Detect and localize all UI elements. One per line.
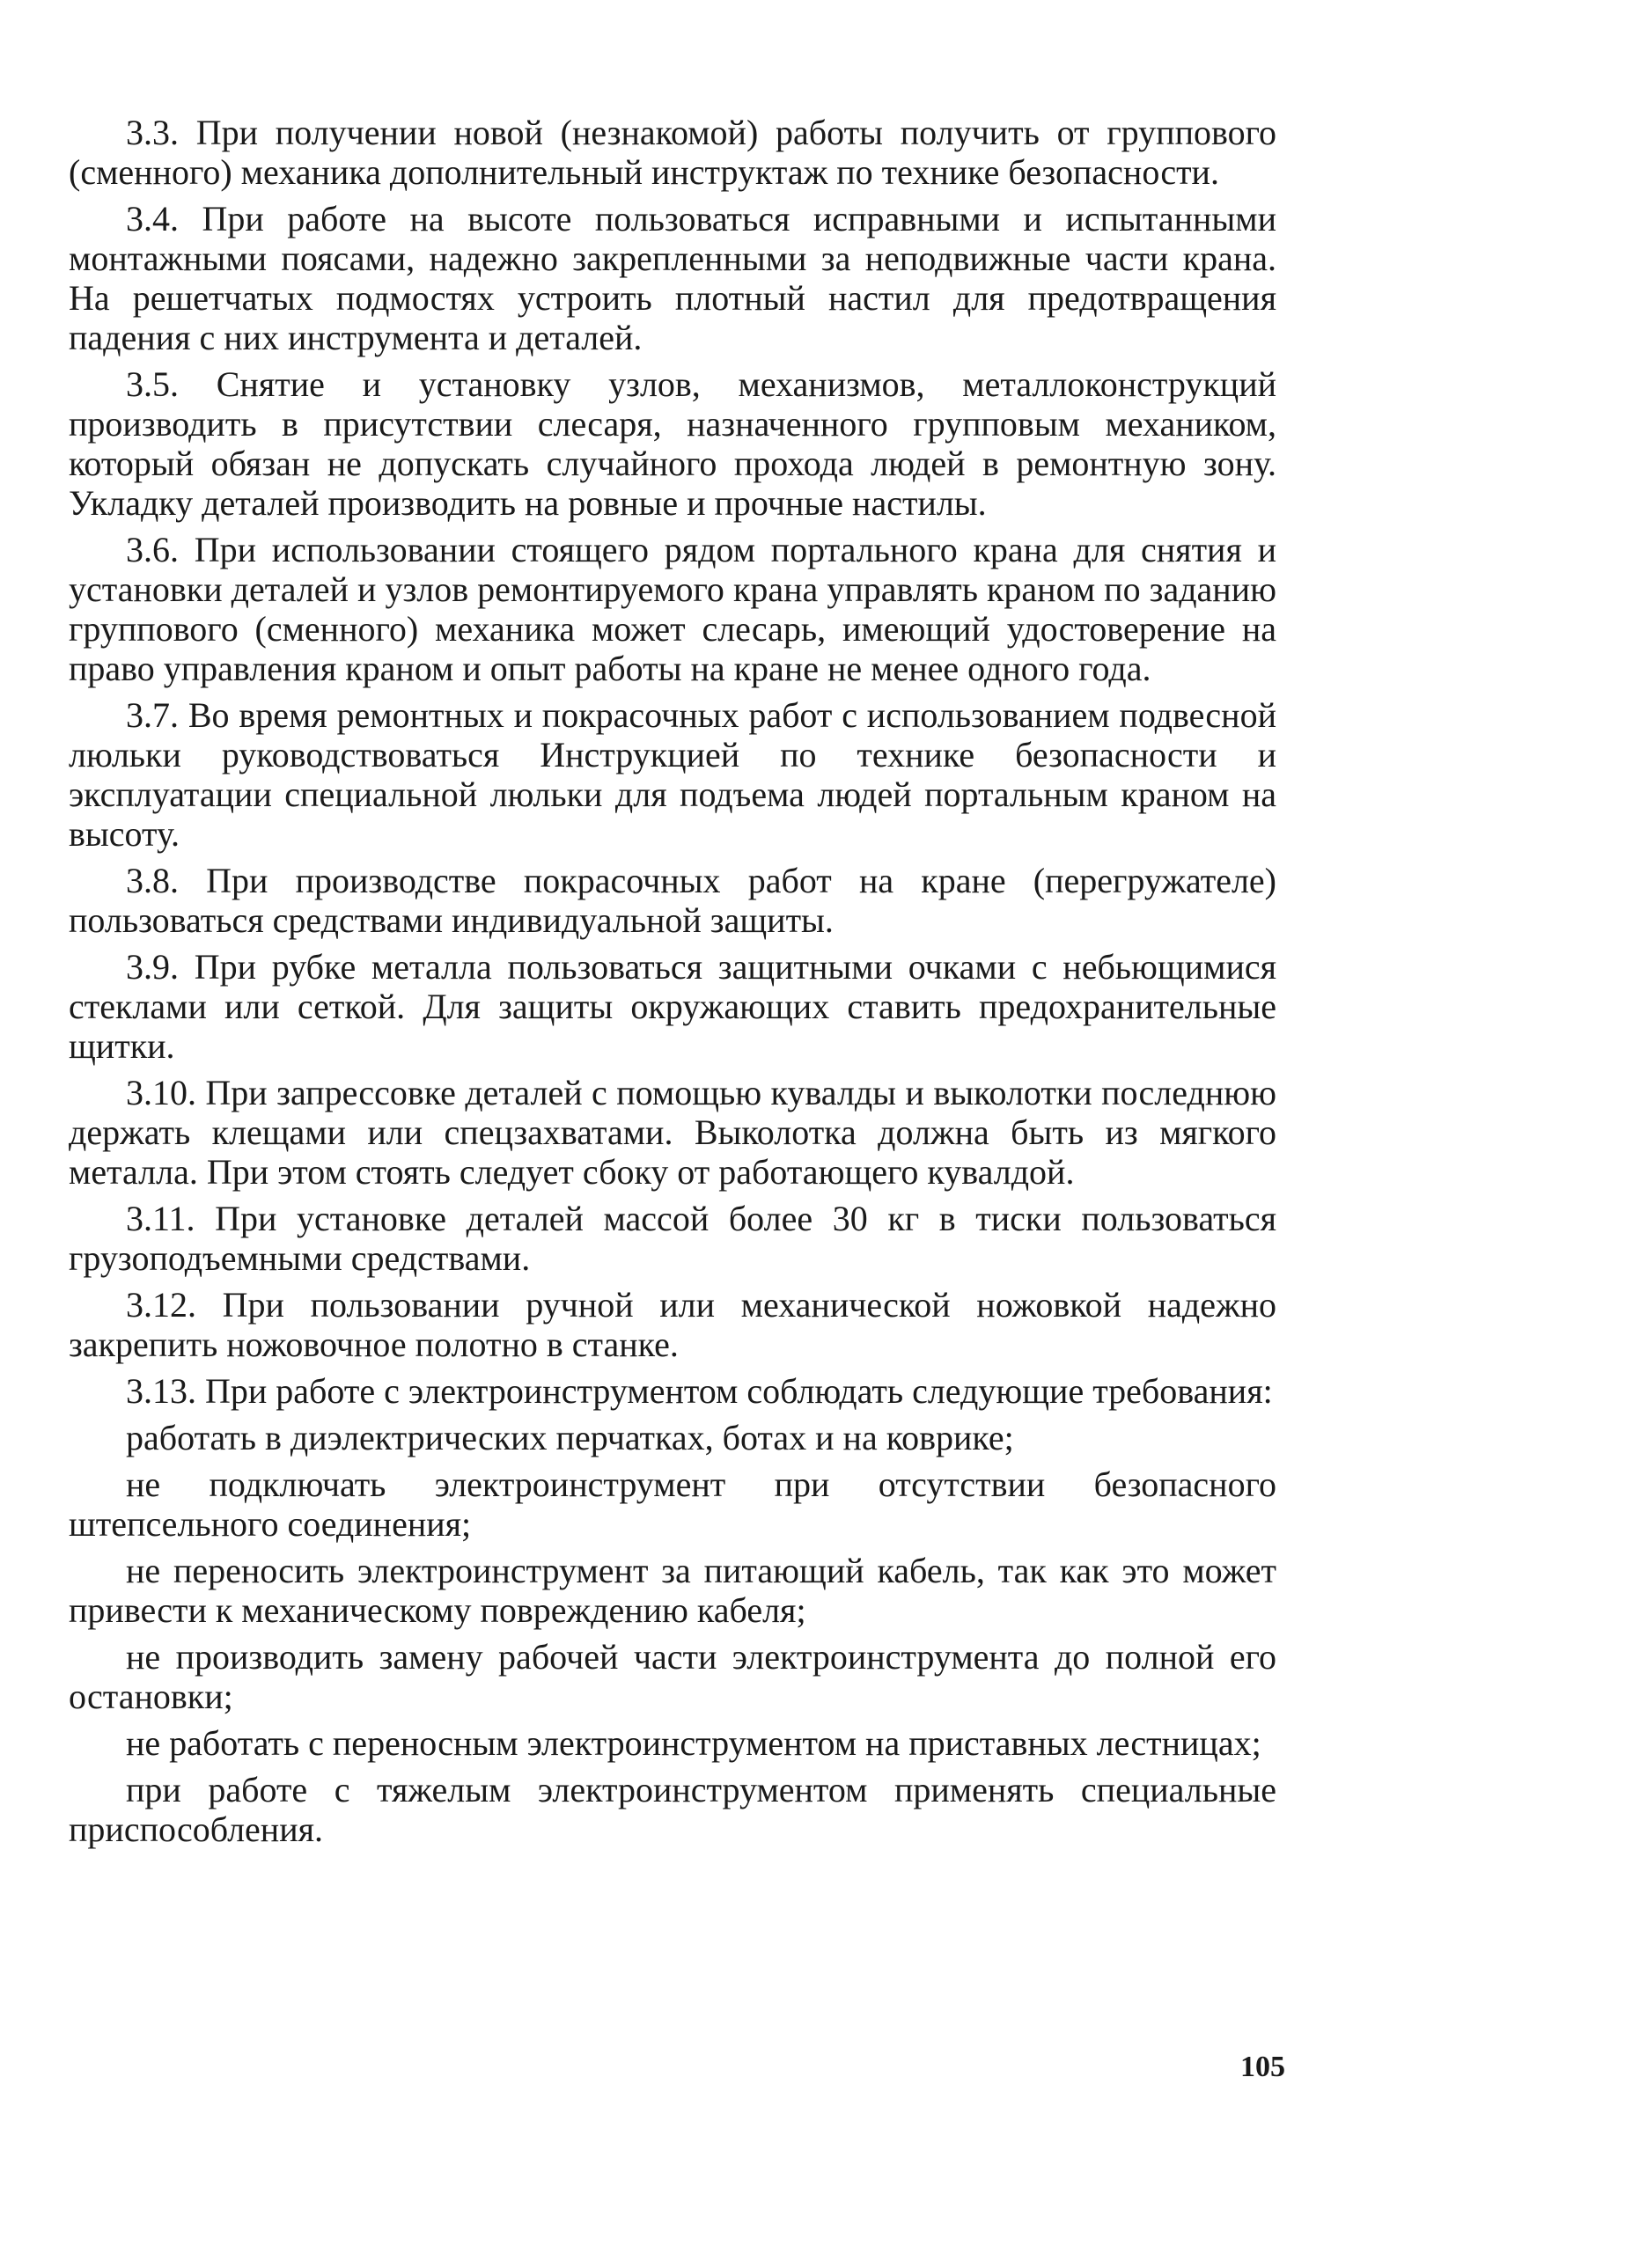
document-body — [69, 113, 1276, 1856]
paragraph-3-8: 3.8. При производстве покрасочных работ на кране (перегружателе) пользоваться средствами индивидуальной защиты. — [69, 861, 1276, 940]
paragraph-3-7: 3.7. Во время ремонтных и покрасочных работ с использованием подвесной люльки руководствоваться Инструкцией по технике безопасности и эксплуатации специальной люльки для подъема людей портальным краном на высоту. — [69, 695, 1276, 854]
paragraph-3-11: 3.11. При установке деталей массой более 30 кг в тиски пользоваться грузоподъемными средствами. — [69, 1199, 1276, 1278]
paragraph-3-10: 3.10. При запрессовке деталей с помощью кувалды и выколотки последнюю держать клещами или спецзахватами. Выколотка должна быть из мягкого металла. При этом стоять следует сбоку от работающего кувалдой. — [69, 1073, 1276, 1192]
paragraph-3-3: 3.3. При получении новой (незнакомой) работы получить от группового (сменного) механика дополнительный инструктаж по технике безопасности. — [69, 113, 1276, 192]
requirement-item: не подключать электроинструмент при отсутствии безопасного штепсельного соединения; — [69, 1464, 1276, 1544]
paragraph-3-12: 3.12. При пользовании ручной или механической ножовкой надежно закрепить ножовочное полотно в станке. — [69, 1285, 1276, 1364]
requirement-item: не переносить электроинструмент за питающий кабель, так как это может привести к механическому повреждению кабеля; — [69, 1551, 1276, 1630]
requirement-item: при работе с тяжелым электроинструментом применять специальные приспособления. — [69, 1770, 1276, 1849]
requirement-item: не работать с переносным электроинструментом на приставных лестницах; — [126, 1723, 1261, 1763]
page-number: 105 — [1240, 2051, 1285, 2083]
paragraph-3-9: 3.9. При рубке металла пользоваться защитными очками с небьющимися стеклами или сеткой. Для защиты окружающих ставить предохранительные щитки. — [69, 947, 1276, 1066]
paragraph-3-6: 3.6. При использовании стоящего рядом портального крана для снятия и установки деталей и узлов ремонтируемого крана управлять краном по заданию группового (сменного) механика может слесарь, имеющий удостоверение на право управления краном и опыт работы на кране не менее одного года. — [69, 530, 1276, 688]
paragraph-3-5: 3.5. Снятие и установку узлов, механизмов, металлоконструкций производить в присутствии слесаря, назначенного групповым механиком, который обязан не допускать случайного прохода людей в ремонтную зону. Укладку деталей производить на ровные и прочные настилы. — [69, 364, 1276, 523]
requirement-item: не производить замену рабочей части электроинструмента до полной его остановки; — [69, 1637, 1276, 1716]
requirement-item: работать в диэлектрических перчатках, ботах и на коврике; — [126, 1418, 1014, 1457]
paragraph-3-13: 3.13. При работе с электроинструментом соблюдать следующие требования: — [126, 1371, 1273, 1411]
paragraph-3-4: 3.4. При работе на высоте пользоваться исправными и испытанными монтажными поясами, надежно закрепленными за неподвижные части крана. На решетчатых подмостях устроить плотный настил для предотвращения падения с них инструмента и деталей. — [69, 199, 1276, 357]
